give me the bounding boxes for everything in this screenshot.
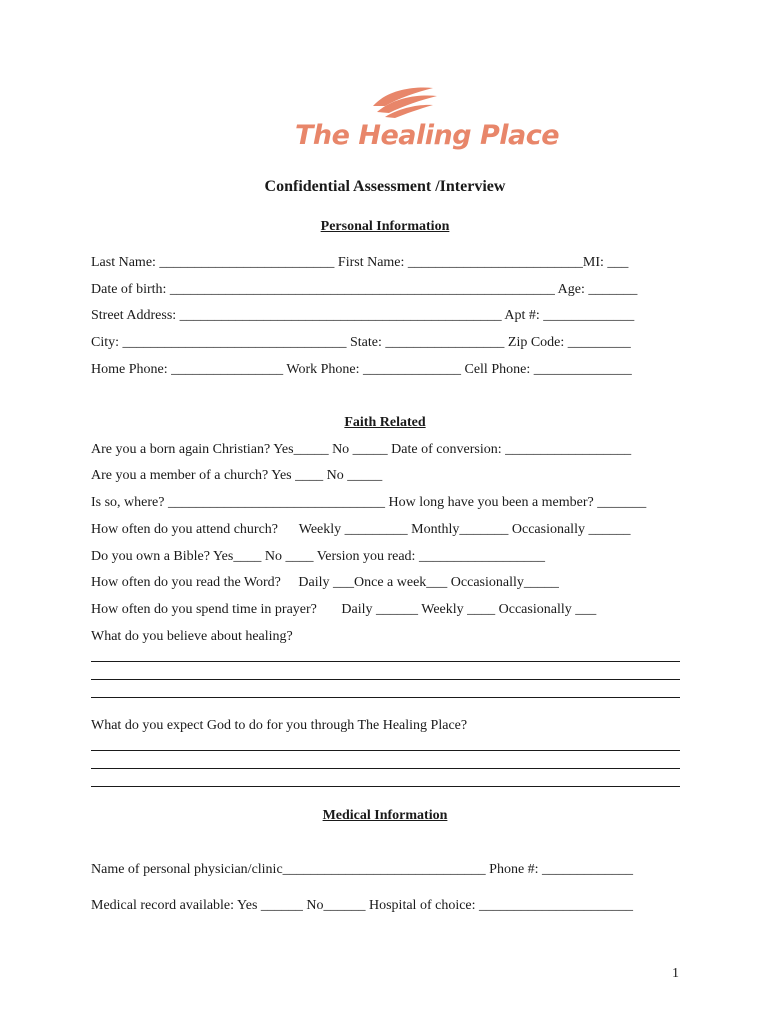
- logo-text: The Healing Place: [295, 120, 560, 151]
- prayer-line: How often do you spend time in prayer? Daily ______ Weekly ____ Occasionally ___: [91, 602, 597, 617]
- healing-answer-line[interactable]: [91, 661, 680, 662]
- name-line: Last Name: _________________________ First Name: _________________________MI: ___: [91, 255, 629, 270]
- healing-answer-line[interactable]: [91, 697, 680, 698]
- healing-question: What do you believe about healing?: [91, 629, 293, 644]
- logo: [295, 84, 560, 170]
- feather-swoosh-icon: [295, 84, 515, 124]
- physician-line: Name of personal physician/clinic_____________________________ Phone #: _____________: [91, 862, 634, 877]
- born-again-line: Are you a born again Christian? Yes_____ No _____ Date of conversion: __________________: [91, 442, 632, 457]
- city-state-zip-line: City: ________________________________ State: _________________ Zip Code: _________: [91, 335, 631, 350]
- expect-god-question: What do you expect God to do for you through The Healing Place?: [91, 718, 468, 733]
- form-title: Confidential Assessment /Interview: [264, 178, 506, 195]
- expect-answer-line[interactable]: [91, 786, 680, 787]
- medical-record-line: Medical record available: Yes ______ No______ Hospital of choice: ______________________: [91, 898, 634, 913]
- church-member-line: Are you a member of a church? Yes ____ No _____: [91, 468, 383, 483]
- bible-line: Do you own a Bible? Yes____ No ____ Version you read: __________________: [91, 549, 545, 564]
- read-word-line: How often do you read the Word? Daily ___Once a week___ Occasionally_____: [91, 575, 559, 590]
- page-number: 1: [672, 966, 679, 981]
- church-where-line: Is so, where? _______________________________ How long have you been a member? _______: [91, 495, 647, 510]
- birth-age-line: Date of birth: _______________________________________________________ Age: _______: [91, 282, 638, 297]
- personal-information-heading: Personal Information: [320, 219, 450, 234]
- expect-answer-line[interactable]: [91, 750, 680, 751]
- medical-information-heading: Medical Information: [322, 808, 448, 823]
- healing-answer-line[interactable]: [91, 679, 680, 680]
- address-line: Street Address: ______________________________________________ Apt #: _____________: [91, 308, 635, 323]
- attend-church-line: How often do you attend church? Weekly _________ Monthly_______ Occasionally ______: [91, 522, 631, 537]
- expect-answer-line[interactable]: [91, 768, 680, 769]
- faith-related-heading: Faith Related: [344, 415, 426, 430]
- phone-line: Home Phone: ________________ Work Phone: ______________ Cell Phone: ______________: [91, 362, 632, 377]
